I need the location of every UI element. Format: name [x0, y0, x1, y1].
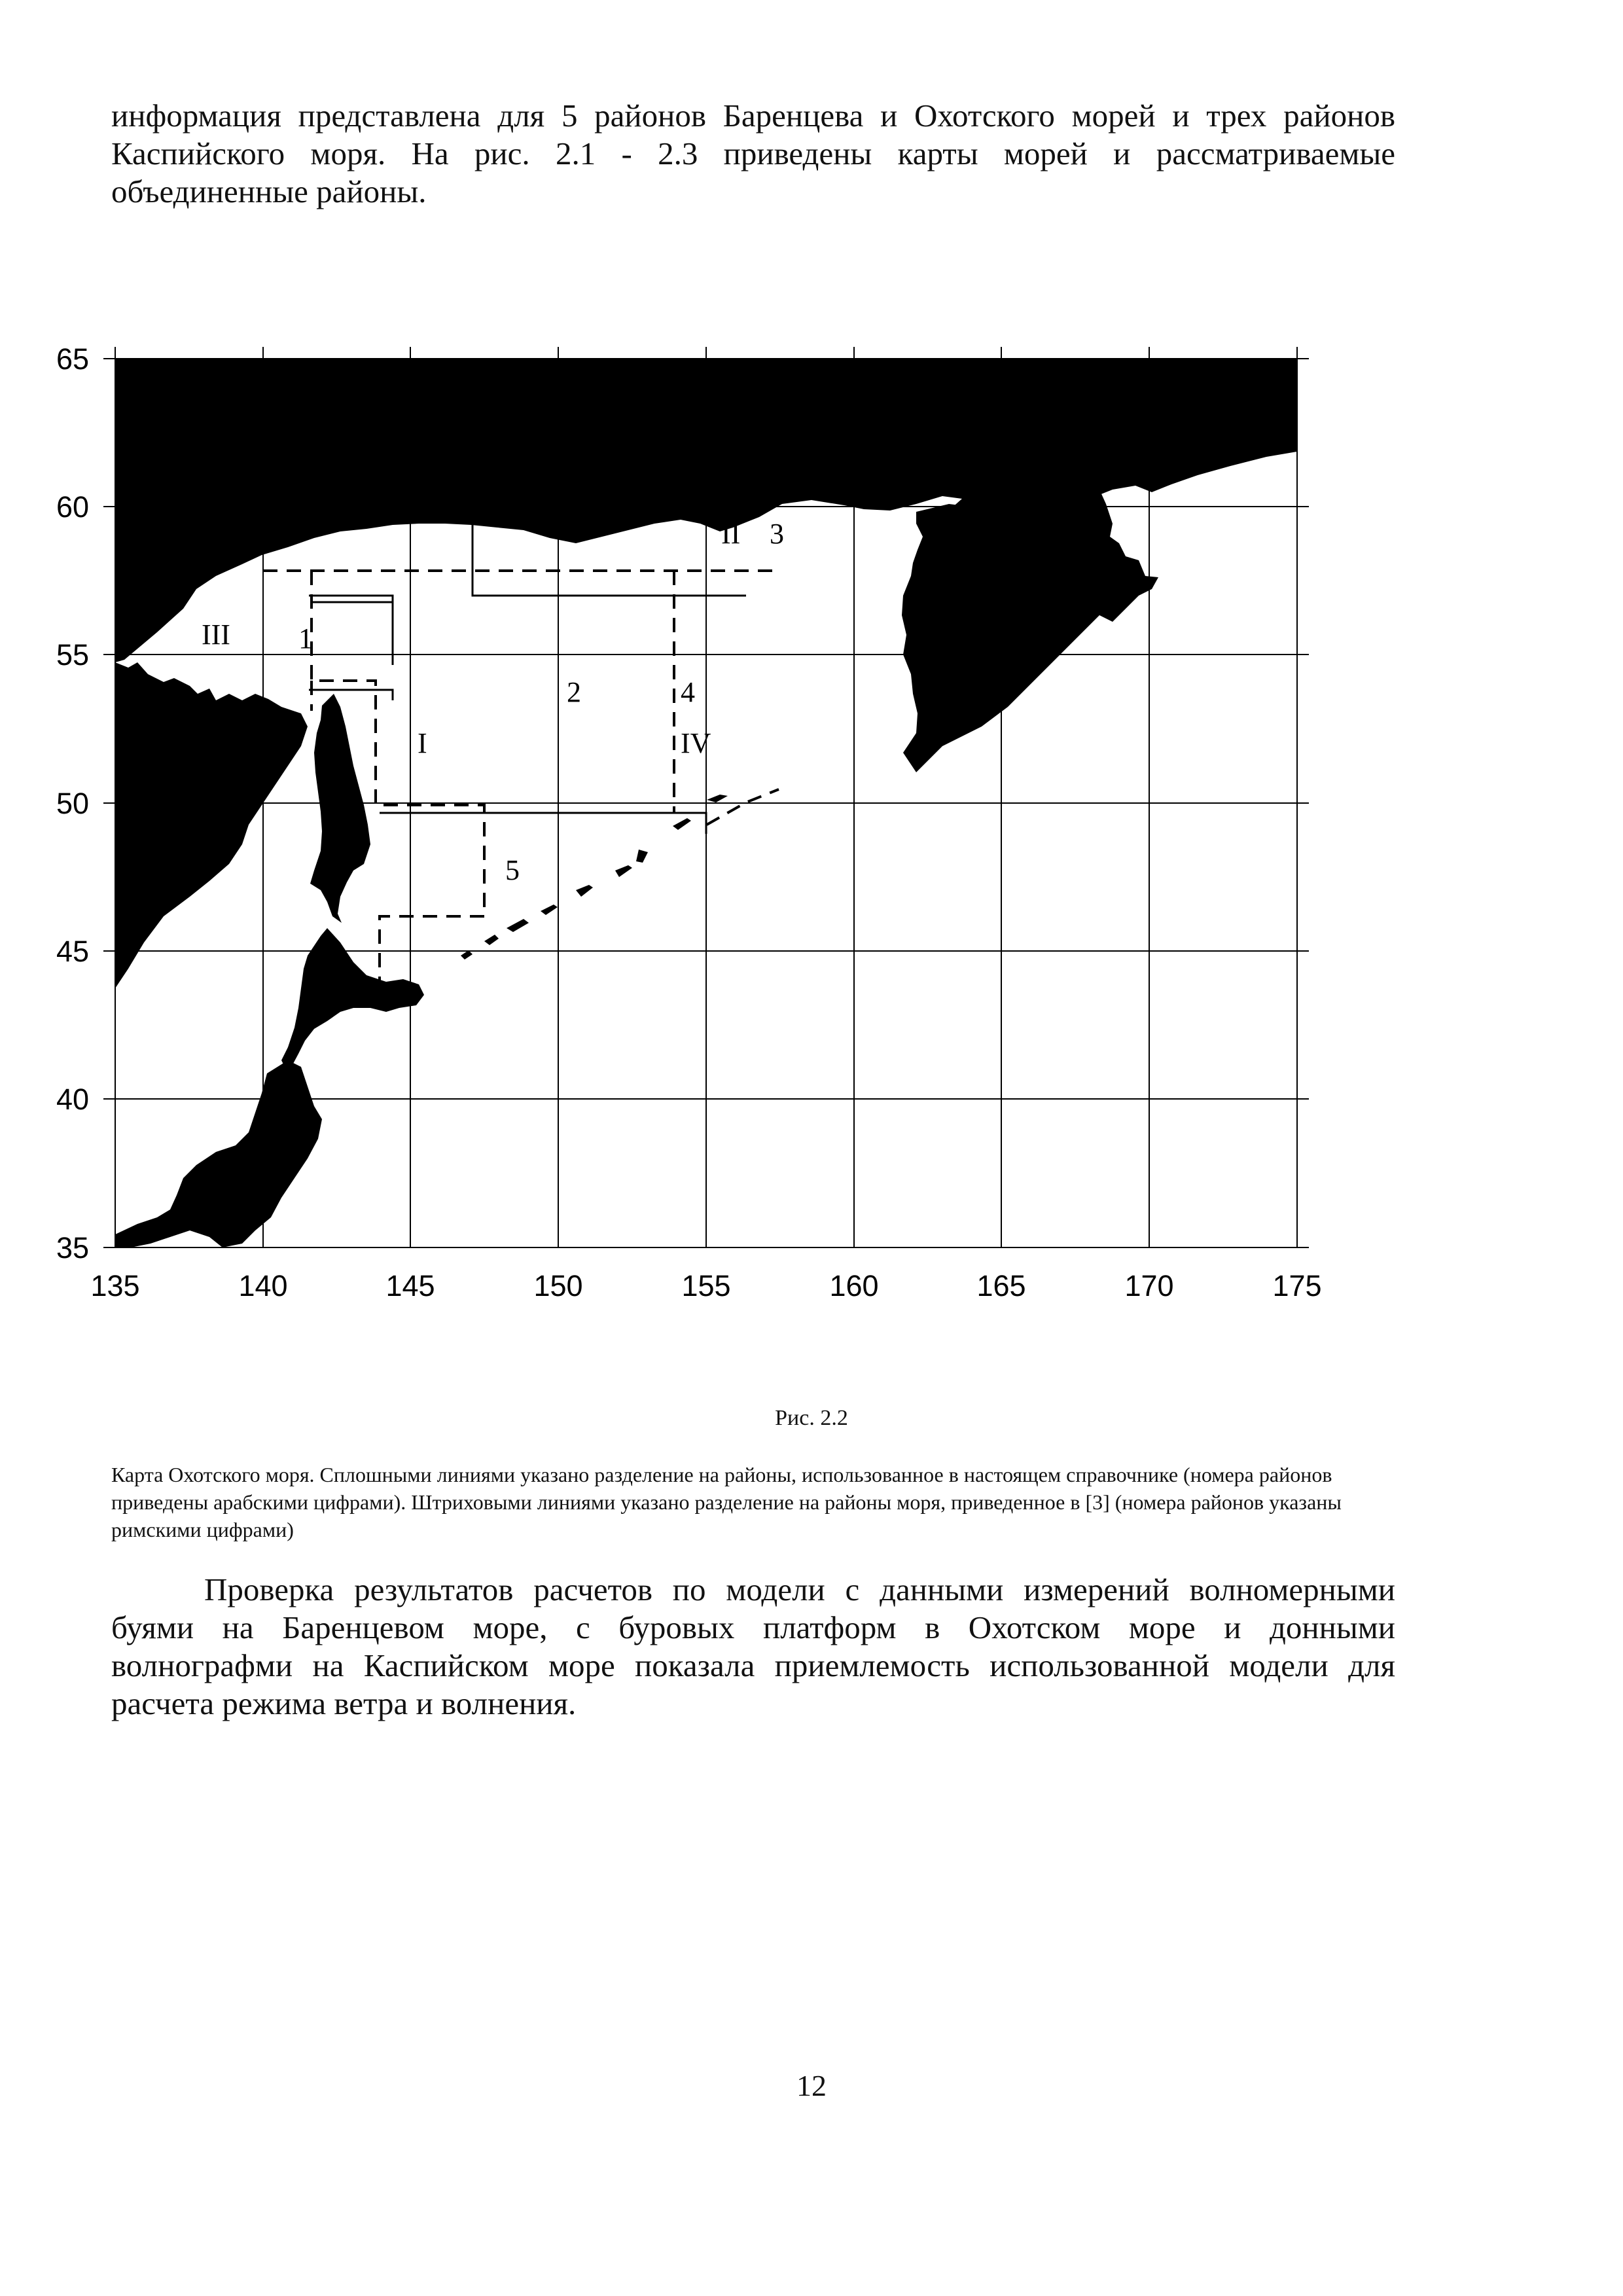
body-line: расчета режима ветра и волнения. — [111, 1685, 577, 1721]
body-line: Проверка результатов расчетов по модели с данными измерений волномерными — [204, 1571, 1395, 1607]
x-tick-label: 160 — [829, 1269, 879, 1302]
region-label-III: III — [202, 619, 230, 651]
x-tick-label: 150 — [533, 1269, 583, 1302]
region-label-1: 1 — [298, 622, 313, 655]
x-tick-label: 170 — [1124, 1269, 1174, 1302]
x-tick-label: 135 — [90, 1269, 140, 1302]
body-line: волнографми на Каспийском море показала приемлемость использованной модели для — [111, 1647, 1395, 1683]
intro-line: Каспийского моря. На рис. 2.1 - 2.3 приведены карты морей и рассматриваемые — [111, 135, 1395, 171]
y-tick-label: 65 — [56, 342, 89, 376]
y-tick-label: 40 — [56, 1083, 89, 1116]
body-line: буями на Баренцевом море, с буровых платформ в Охотском море и донными — [111, 1609, 1395, 1645]
region-label-5: 5 — [505, 854, 520, 886]
region-label-I: I — [418, 727, 427, 759]
x-tick-label: 165 — [976, 1269, 1026, 1302]
x-tick-label: 155 — [681, 1269, 731, 1302]
y-tick-label: 50 — [56, 787, 89, 820]
y-tick-label: 35 — [56, 1231, 89, 1265]
region-label-3: 3 — [770, 518, 784, 550]
region-label-IV: IV — [681, 727, 711, 759]
y-tick-label: 60 — [56, 490, 89, 524]
region-label-II: II — [721, 518, 741, 550]
region-label-4: 4 — [681, 676, 695, 708]
y-tick-label: 55 — [56, 638, 89, 672]
y-tick-label: 45 — [56, 935, 89, 968]
x-tick-label: 175 — [1272, 1269, 1322, 1302]
region-label-2: 2 — [567, 676, 581, 708]
intro-line: объединенные районы. — [111, 173, 427, 209]
x-tick-label: 140 — [238, 1269, 288, 1302]
figure-caption-text: Карта Охотского моря. Сплошными линиями указано разделение на районы, использованное в настоящем справочнике (номера районов приведены арабскими цифрами). Штриховыми линиями указано разделение на районы моря, приведенное в [3] (номера районов указаны римскими цифрами) — [111, 1463, 1342, 1541]
x-tick-label: 145 — [385, 1269, 435, 1302]
figure-caption-title: Рис. 2.2 — [775, 1406, 848, 1430]
page-number: 12 — [796, 2069, 827, 2102]
body-paragraph — [111, 1571, 1395, 1723]
intro-line: информация представлена для 5 районов Баренцева и Охотского морей и трех районов — [111, 98, 1395, 134]
